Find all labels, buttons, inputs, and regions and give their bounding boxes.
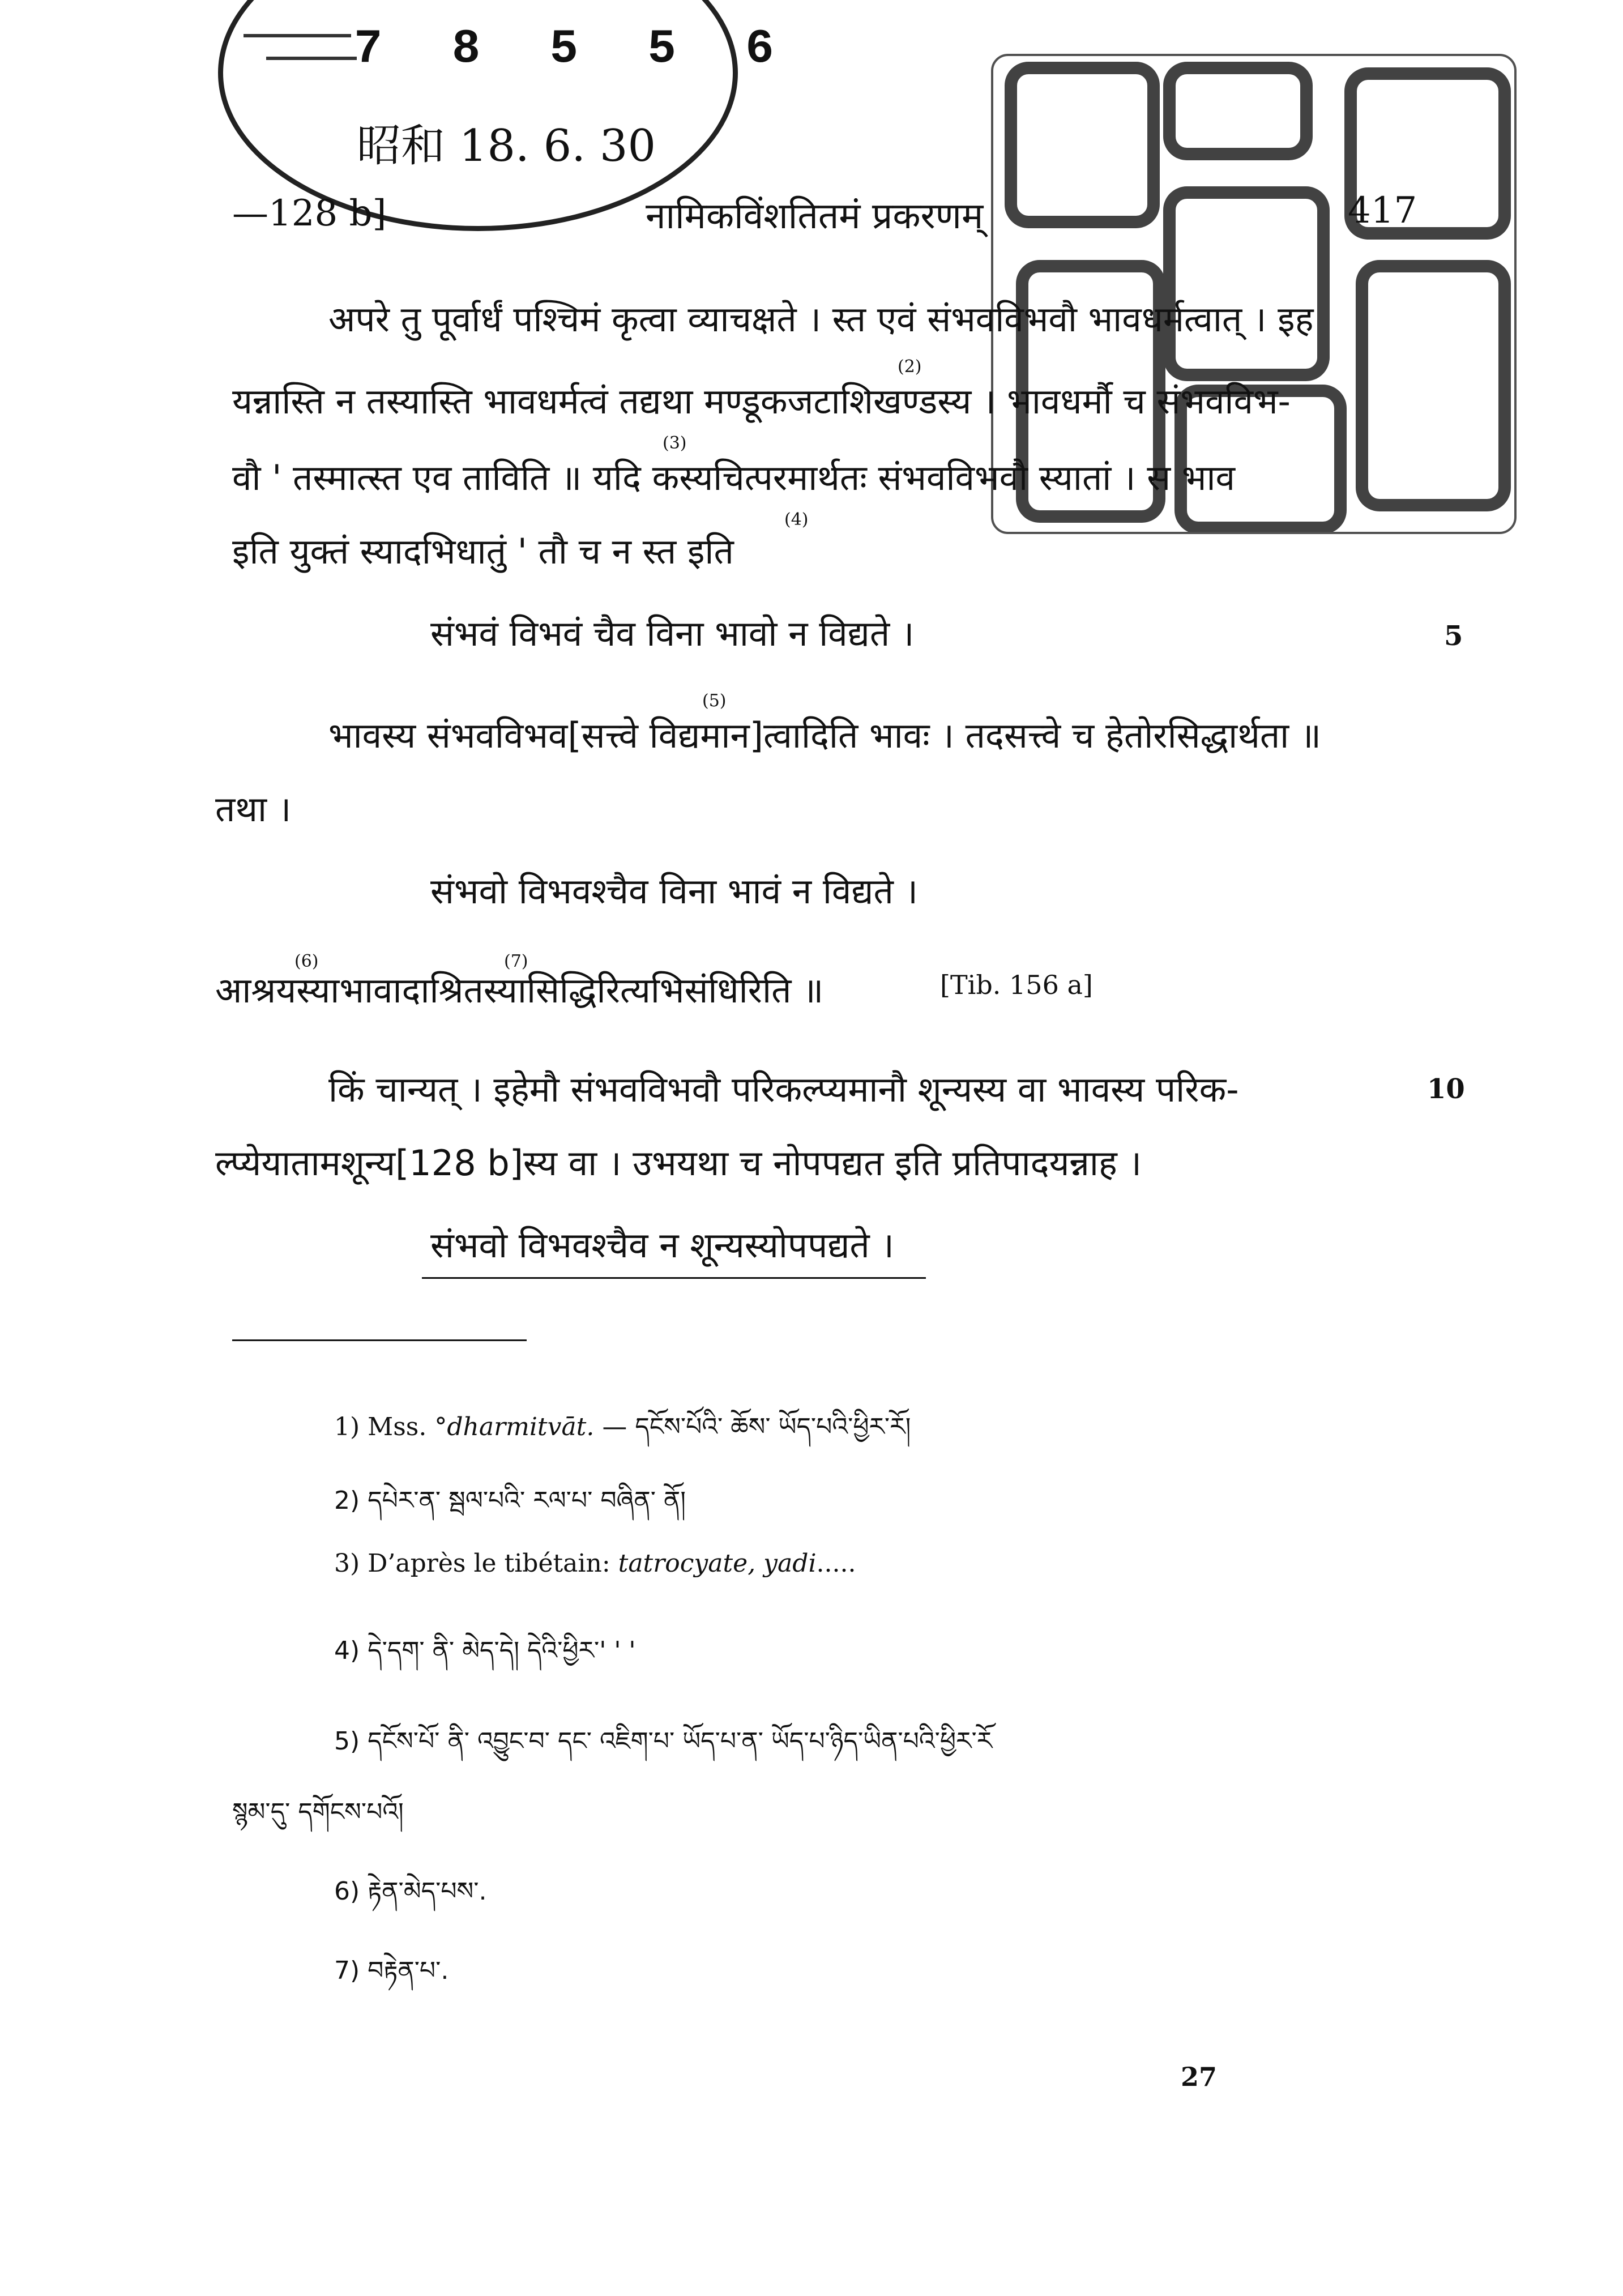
footnote-7: 7) བརྟེན་པ་. bbox=[334, 1956, 449, 1985]
footnote-tibetan: — དངོས་པོའི་ ཆོས་ ཡོད་པའི་ཕྱིར་རོ། bbox=[594, 1412, 911, 1441]
text-line: इति युक्तं स्यादभिधातुं ' तौ च न स्त इति bbox=[232, 531, 734, 572]
text-line: अपरे तु पूर्वार्धं पश्चिमं कृत्वा व्याचक्षते । स्त एवं संभवविभवौ भावधर्मत्वात् । इह bbox=[328, 298, 1314, 340]
footnote-ref: (6) bbox=[294, 951, 319, 971]
footnote-ellipsis: ..... bbox=[816, 1549, 856, 1578]
footnote-separator bbox=[232, 1339, 527, 1341]
verse: संभवो विभवश्चैव न शून्यस्योपपद्यते । bbox=[430, 1224, 894, 1266]
verse: संभवं विभवं चैव विना भावो न विद्यते । bbox=[430, 613, 915, 654]
stamp-line bbox=[266, 57, 357, 60]
verse-underline bbox=[422, 1277, 926, 1279]
footnote-ref: (5) bbox=[702, 691, 727, 711]
stamp-date: 昭和 18. 6. 30 bbox=[357, 121, 656, 172]
header-title: नामिकविंशतितमं प्रकरणम् bbox=[646, 195, 984, 237]
line-number: 5 bbox=[1444, 620, 1463, 652]
footnote-italic: tatrocyate, yadi bbox=[618, 1549, 817, 1578]
footnote-label: 3) D’après le tibétain: bbox=[334, 1549, 618, 1578]
footnote-ref: (7) bbox=[504, 951, 528, 971]
footnote-3 bbox=[334, 1549, 856, 1578]
text-line: किं चान्यत् । इहेमौ संभवविभवौ परिकल्प्यमानौ शून्यस्य वा भावस्य परिक- bbox=[328, 1069, 1239, 1110]
page-number: 27 bbox=[1181, 2062, 1218, 2092]
header-folio: —128 b] bbox=[232, 193, 387, 234]
footnote-5: 5) དངོས་པོ་ ནི་ འབྱུང་བ་ དང་ འཇིག་པ་ ཡོད་པ་ན་ ཡོད་པ་ཉིད་ཡིན་པའི་ཕྱིར་རོ bbox=[334, 1727, 993, 1756]
text-line: यन्नास्ति न तस्यास्ति भावधर्मत्वं तद्यथा मण्डूकजटाशिखण्डस्य । भावधर्मौ च संभवविभ- bbox=[232, 381, 1291, 422]
text-line: तथा । bbox=[215, 788, 292, 830]
verse: संभवो विभवश्चैव विना भावं न विद्यते । bbox=[430, 870, 919, 912]
footnote-ref: (4) bbox=[784, 510, 809, 530]
footnote-1 bbox=[334, 1399, 911, 1469]
footnote-2: 2) དཔེར་ན་ སྦལ་པའི་ རལ་པ་ བཞིན་ ནོ། bbox=[334, 1486, 686, 1515]
footnote-6: 6) རྟེན་མེད་པས་. bbox=[334, 1877, 487, 1906]
footnote-4: 4) དེ་དག་ ནི་ མེད་དེ། དེའི་ཕྱིར་' ' ' bbox=[334, 1636, 636, 1665]
text-line: भावस्य संभवविभव[सत्त्वे विद्यमान]त्वादिति भावः । तदसत्त्वे च हेतोरसिद्धार्थता ॥ bbox=[328, 715, 1322, 756]
footnote-ref: (2) bbox=[898, 357, 922, 377]
page-header-number: 417 bbox=[1348, 190, 1417, 232]
stamp-line bbox=[244, 34, 351, 37]
tibetan-ref: [Tib. 156 a] bbox=[940, 970, 1093, 1000]
text-line: आश्रयस्याभावादाश्रितस्यासिद्धिरित्यभिसंधिरिति ॥ bbox=[215, 970, 824, 1011]
footnote-ref: (3) bbox=[663, 433, 687, 453]
footnote-5-cont: སྙམ་དུ་ དགོངས་པའོ། bbox=[232, 1798, 404, 1826]
stamp-number: 7 8 5 5 6 bbox=[354, 23, 795, 76]
footnote-label: 1) Mss. bbox=[334, 1412, 435, 1441]
line-number: 10 bbox=[1427, 1073, 1465, 1105]
footnote-italic: °dharmitvāt. bbox=[434, 1412, 595, 1441]
text-line: ल्प्येयातामशून्य[128 b]स्य वा । उभयथा च नोपपद्यत इति प्रतिपादयन्नाह । bbox=[215, 1142, 1142, 1184]
text-line: वौ ' तस्मात्स्त एव ताविति ॥ यदि कस्यचित्परमार्थतः संभवविभवौ स्यातां । स भाव bbox=[232, 457, 1235, 498]
